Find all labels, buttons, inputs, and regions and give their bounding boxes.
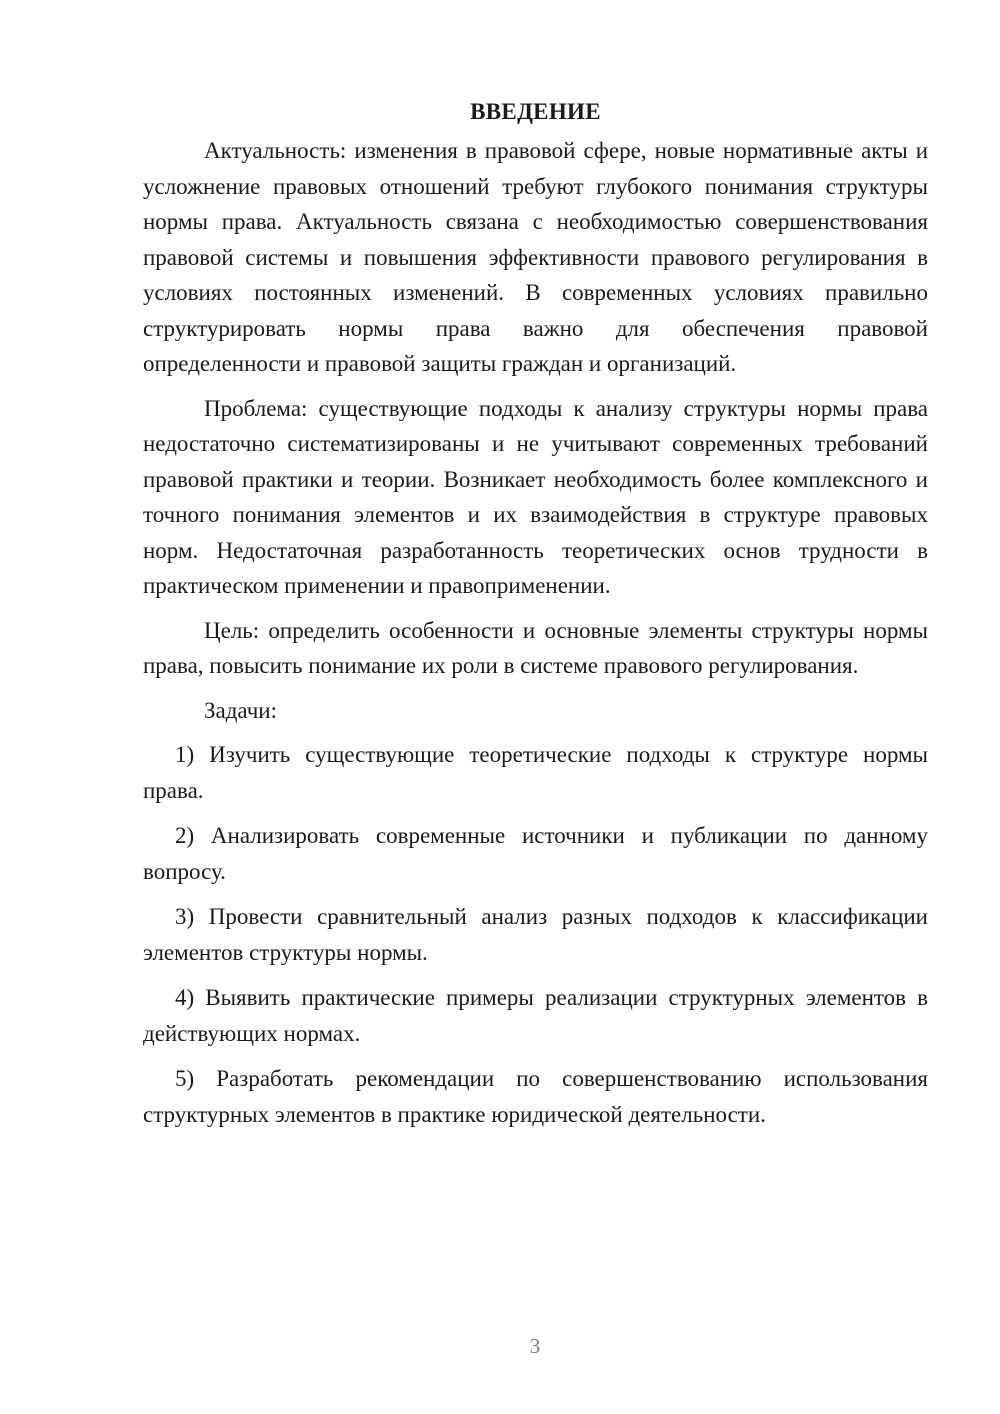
paragraph-goal: Цель: определить особенности и основные элементы структуры нормы права, повысить понимание их роли в системе правового регулирования. [143,617,928,678]
section-title: ВВЕДЕНИЕ [470,99,601,124]
page-number: 3 [529,1334,541,1358]
paragraph-problem: Проблема: существующие подходы к анализу структуры нормы права недостаточно систематизированы и не учитывают современных требований правовой практики и теории. Возникает необходимость более комплексного и точного понимания элементов и их взаимодействия в структуре правовых норм. Недостаточная разработанность теоретических основ трудности в практическом применении и правоприменении. [143,395,928,598]
task-item-1: 1) Изучить существующие теоретические подходы к структуре нормы права. [143,742,928,803]
task-item-4: 4) Выявить практические примеры реализации структурных элементов в действующих нормах. [143,985,928,1046]
tasks-label: Задачи: [204,697,277,723]
task-item-5: 5) Разработать рекомендации по совершенствованию использования структурных элементов в практике юридической деятельности. [143,1066,928,1127]
page-content [143,96,928,1142]
paragraph-relevance: Актуальность: изменения в правовой сфере, новые нормативные акты и усложнение правовых отношений требуют глубокого понимания структуры нормы права. Актуальность связана с необходимостью совершенствования правовой системы и повышения эффективности правового регулирования в условиях постоянных изменений. В современных условиях правильно структурировать нормы права важно для обеспечения правовой определенности и правовой защиты граждан и организаций. [143,138,928,376]
task-item-2: 2) Анализировать современные источники и публикации по данному вопросу. [143,823,928,884]
task-item-3: 3) Провести сравнительный анализ разных подходов к классификации элементов структуры нормы. [143,904,928,965]
